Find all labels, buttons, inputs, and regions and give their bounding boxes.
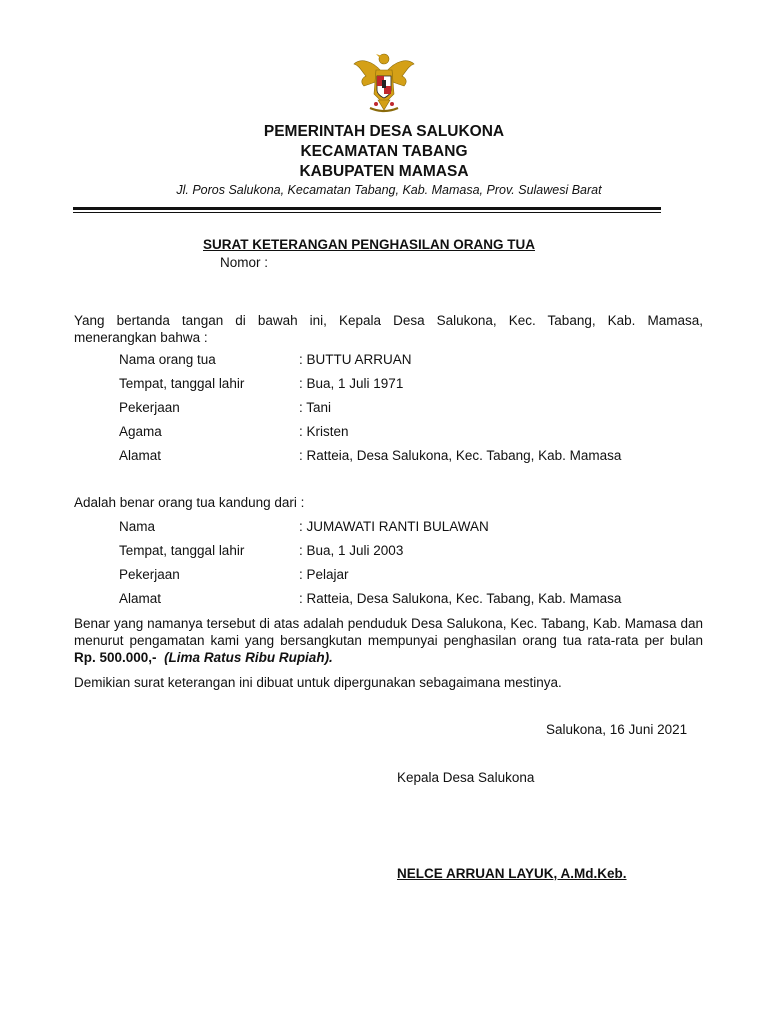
letterhead-divider-thick — [73, 207, 661, 210]
letter-title: SURAT KETERANGAN PENGHASILAN ORANG TUA — [203, 237, 536, 252]
field-label: Alamat — [119, 448, 162, 463]
child-occupation-row — [119, 567, 349, 582]
field-value: : JUMAWATI RANTI BULAWAN — [299, 519, 489, 534]
place-and-date: Salukona, 16 Juni 2021 — [546, 722, 688, 737]
garuda-emblem-icon — [352, 50, 416, 116]
signer-name: NELCE ARRUAN LAYUK, A.Md.Keb. — [397, 866, 627, 881]
field-value: : Pelajar — [299, 567, 349, 582]
field-value: : Ratteia, Desa Salukona, Kec. Tabang, Kab. Mamasa — [299, 448, 622, 463]
field-value: : Bua, 1 Juli 2003 — [299, 543, 404, 558]
field-label: Nama — [119, 519, 156, 534]
income-statement — [74, 615, 703, 666]
field-value: : Bua, 1 Juli 1971 — [299, 376, 404, 391]
letterhead-regency: KABUPATEN MAMASA — [299, 163, 469, 180]
field-value: : Ratteia, Desa Salukona, Kec. Tabang, Kab. Mamasa — [299, 591, 622, 606]
child-birth-row — [119, 543, 403, 558]
signer-title: Kepala Desa Salukona — [397, 770, 535, 785]
income-amount-words: (Lima Ratus Ribu Rupiah). — [164, 650, 333, 665]
parent-name-row — [119, 352, 412, 367]
field-label: Alamat — [119, 591, 162, 606]
letterhead-address: Jl. Poros Salukona, Kecamatan Tabang, Kab. Mamasa, Prov. Sulawesi Barat — [176, 183, 602, 197]
letterhead-government: PEMERINTAH DESA SALUKONA — [263, 123, 505, 140]
income-statement-text: Benar yang namanya tersebut di atas adalah penduduk Desa Salukona, Kec. Tabang, Kab. Mamasa dan menurut pengamatan kami yang bersangkutan mempunyai penghasilan orang tua rata-rata per bulan — [74, 616, 703, 648]
field-label: Pekerjaan — [119, 567, 180, 582]
parent-birth-row — [119, 376, 403, 391]
field-value: : Kristen — [299, 424, 349, 439]
field-value: : BUTTU ARRUAN — [299, 352, 412, 367]
field-label: Tempat, tanggal lahir — [119, 376, 245, 391]
field-label: Pekerjaan — [119, 400, 180, 415]
intro-paragraph-continued: menerangkan bahwa : — [74, 330, 208, 345]
parent-religion-row — [119, 424, 349, 439]
letterhead-divider-thin — [73, 212, 661, 213]
child-intro: Adalah benar orang tua kandung dari : — [74, 495, 305, 510]
income-amount: Rp. 500.000,- — [74, 650, 157, 665]
field-label: Agama — [119, 424, 162, 439]
field-label: Tempat, tanggal lahir — [119, 543, 245, 558]
child-address-row — [119, 591, 621, 606]
field-label: Nama orang tua — [119, 352, 216, 367]
field-value: : Tani — [299, 400, 332, 415]
child-name-row — [119, 519, 489, 534]
letterhead-district: KECAMATAN TABANG — [300, 143, 468, 160]
letter-number: Nomor : — [220, 255, 269, 270]
parent-address-row — [119, 448, 621, 463]
closing-paragraph: Demikian surat keterangan ini dibuat untuk dipergunakan sebagaimana mestinya. — [74, 675, 562, 690]
intro-paragraph: Yang bertanda tangan di bawah ini, Kepala Desa Salukona, Kec. Tabang, Kab. Mamasa, — [74, 313, 703, 328]
parent-occupation-row — [119, 400, 331, 415]
